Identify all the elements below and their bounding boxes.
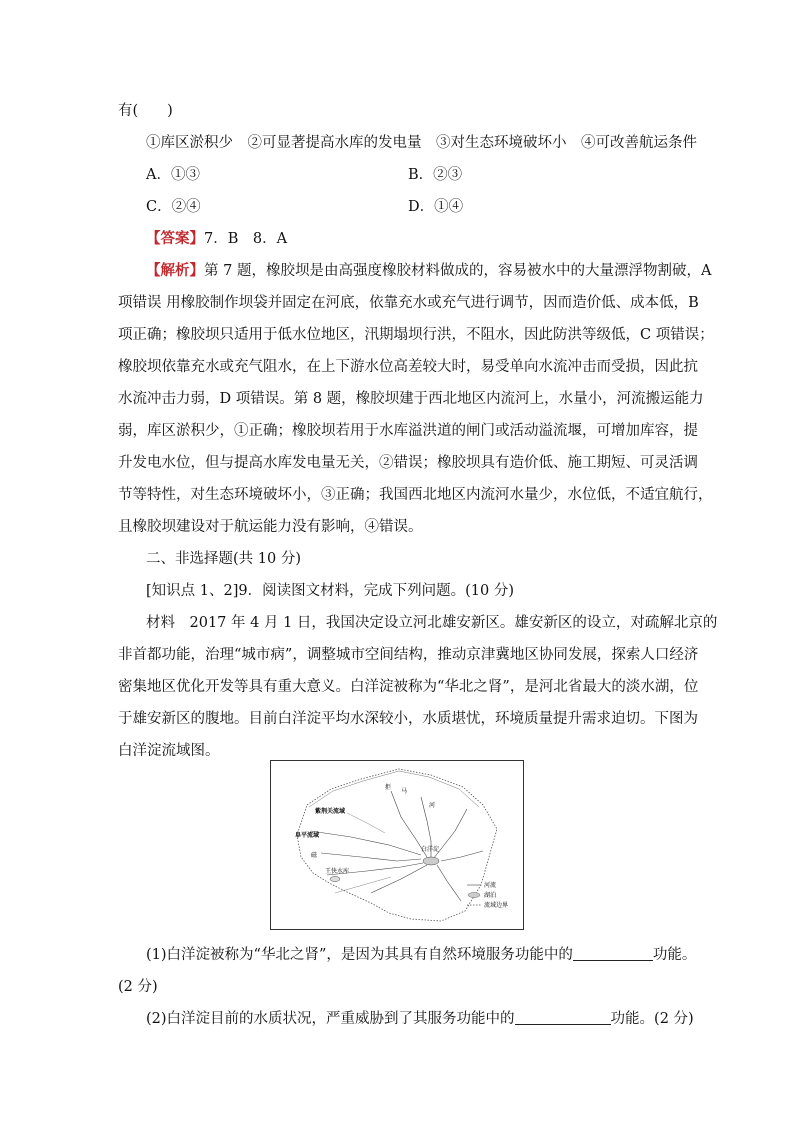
analysis-line xyxy=(146,260,711,282)
q9-sub2-suffix: 功能。(2 分) xyxy=(610,1011,694,1027)
material-line: 于雄安新区的腹地。目前白洋淀平均水深较小，水质堪忧，环境质量提升需求迫切。下图为 xyxy=(118,711,698,727)
map-label-ci: 磁 xyxy=(311,852,318,859)
legend-river-label: 河流 xyxy=(484,882,497,889)
section-title: 二、非选择题(共 10 分) xyxy=(146,551,301,567)
q8-option-b: B．②③ xyxy=(408,167,463,183)
analysis-line: 升发电水位，但与提高水库发电量无关，②错误；橡胶坝具有造价低、施工期短、可灵活调 xyxy=(118,455,698,471)
material-line: 密集地区优化开发等具有重大意义。白洋淀被称为“华北之肾”，是河北省最大的淡水湖，位 xyxy=(118,679,699,695)
analysis-text: 第 7 题，橡胶坝是由高强度橡胶材料做成的，容易被水中的大量漂浮物割破，A xyxy=(204,263,712,279)
q9-sub1 xyxy=(146,944,696,966)
legend-lake-swatch xyxy=(468,893,480,898)
material-line: 白洋淀流域图。 xyxy=(118,743,220,759)
legend-boundary-label: 流域边界 xyxy=(484,902,509,909)
analysis-line: 弱，库区淤积少，①正确；橡胶坝若用于水库溢洪道的闸门或活动溢流堰，可增加库容，提 xyxy=(118,423,698,439)
map-label-ju: 拒 xyxy=(385,784,392,791)
answer-text: 7．B 8．A xyxy=(204,231,288,247)
analysis-line: 节等特性，对生态环境破坏小，③正确；我国西北地区内流河水量少，水位低，不适宜航行， xyxy=(118,487,713,503)
material-line: 非首都功能，治理“城市病”，调整城市空间结构，推动京津冀地区协同发展，探索人口经济 xyxy=(118,647,699,663)
analysis-line: 项正确；橡胶坝只适用于低水位地区，汛期塌坝行洪，不阻水，因此防洪等级低，C 项错误； xyxy=(118,327,714,343)
answer-label: 【答案】 xyxy=(146,230,204,247)
map-label-wangkuai: 王快水库 xyxy=(325,868,350,875)
q8-options-statements: ①库区淤积少 ②可显著提高水库的发电量 ③对生态环境破坏小 ④可改善航运条件 xyxy=(146,135,697,151)
q9-sub1-blank[interactable] xyxy=(573,945,653,961)
q9-intro: [知识点 1、2]9．阅读图文材料，完成下列问题。(10 分) xyxy=(146,583,514,599)
baiyangdian-basin-map xyxy=(270,760,524,930)
q9-sub2-blank[interactable] xyxy=(515,1009,611,1025)
map-label-ma: 马 xyxy=(401,788,408,795)
q9-sub1-text: (1)白洋淀被称为“华北之肾”，是因为其具有自然环境服务功能中的 xyxy=(146,947,573,963)
q8-option-a: A．①③ xyxy=(146,167,200,183)
analysis-line: 水流冲击力弱，D 项错误。第 8 题，橡胶坝建于西北地区内流河上，水量小，河流搬运能力 xyxy=(118,391,704,407)
q8-stem-end: 有( ) xyxy=(118,103,173,119)
map-label-he: 河 xyxy=(429,802,436,809)
q9-sub2 xyxy=(146,1008,694,1030)
q9-sub1-score: (2 分) xyxy=(118,979,158,995)
answer-line xyxy=(146,228,287,250)
q8-option-c: C．②④ xyxy=(146,199,201,215)
map-label-baiyangdian: 白洋淀 xyxy=(421,846,440,853)
map-label-zijingguan: 紫荆关流域 xyxy=(315,808,346,815)
map-label-fuping: 阜平流域 xyxy=(295,832,320,839)
analysis-label: 【解析】 xyxy=(146,262,204,279)
analysis-line: 橡胶坝依靠充水或充气阻水，在上下游水位高差较大时，易受单向水流冲击而受损，因此抗 xyxy=(118,359,698,375)
material-line: 材料 2017 年 4 月 1 日，我国决定设立河北雄安新区。雄安新区的设立，对疏解北京的 xyxy=(146,615,718,631)
q9-sub1-suffix: 功能。 xyxy=(652,947,697,963)
q9-sub2-text: (2)白洋淀目前的水质状况，严重威胁到了其服务功能中的 xyxy=(146,1011,515,1027)
legend-lake-label: 湖泊 xyxy=(484,892,497,899)
analysis-line: 且橡胶坝建设对于航运能力没有影响，④错误。 xyxy=(118,519,423,535)
analysis-line: 项错误 用橡胶制作坝袋并固定在河底，依靠充水或充气进行调节，因而造价低、成本低，B xyxy=(118,295,699,311)
q8-option-d: D．①④ xyxy=(408,199,464,215)
